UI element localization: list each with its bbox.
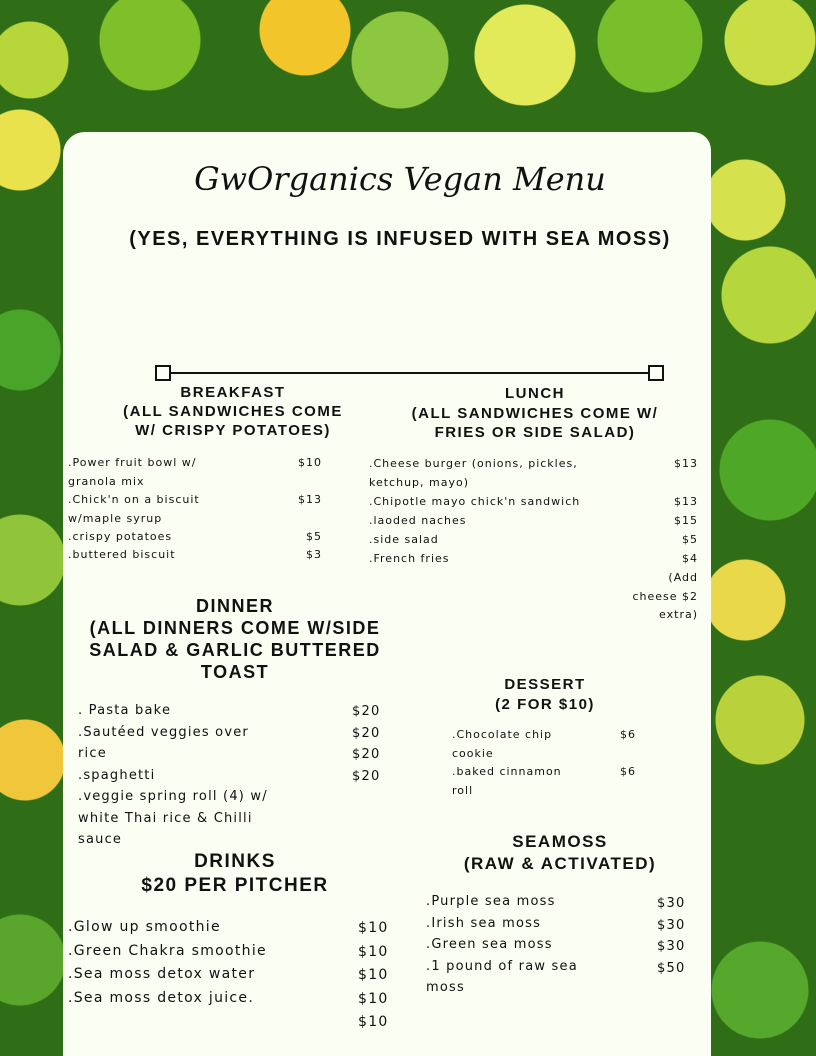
dessert-list xyxy=(452,726,642,800)
list-item: .Purple sea moss xyxy=(426,894,556,909)
item-name: .buttered biscuit xyxy=(68,548,176,561)
seamoss-items xyxy=(426,891,596,999)
item-price: $20 xyxy=(352,768,381,784)
divider-right-square xyxy=(648,365,664,381)
item-name: .Cheese burger (onions, pickles, ketchup, mayo) xyxy=(369,457,578,489)
item-price: $4 xyxy=(682,552,698,565)
dinner-heading-line: SALAD & GARLIC BUTTERED xyxy=(89,640,381,660)
divider-line xyxy=(170,372,650,374)
list-item: .Sea moss detox water xyxy=(68,966,256,982)
drinks-heading-line: DRINKS xyxy=(194,851,276,872)
drinks-prices xyxy=(358,917,403,1035)
dinner-heading-line: DINNER xyxy=(195,596,274,616)
item-name: .laoded naches xyxy=(369,514,467,527)
item-price: $5 xyxy=(306,530,322,543)
list-item xyxy=(369,493,700,512)
list-item xyxy=(452,726,642,763)
dinner-heading-line: (ALL DINNERS COME W/SIDE xyxy=(89,618,381,638)
dessert-heading-line: (2 FOR $10) xyxy=(495,695,595,713)
breakfast-heading xyxy=(75,383,391,440)
note-line: cheese $2 xyxy=(632,589,698,603)
list-item xyxy=(452,763,642,800)
item-name: .Chipotle mayo chick'n sandwich xyxy=(369,495,581,508)
list-item xyxy=(369,550,700,569)
item-price: $6 xyxy=(620,765,636,778)
list-item: .Green Chakra smoothie xyxy=(68,942,267,959)
lunch-heading xyxy=(385,384,685,443)
item-price: $20 xyxy=(352,747,381,762)
item-price: $10 xyxy=(358,990,389,1007)
list-item: .1 pound of raw sea moss xyxy=(426,958,578,995)
drinks-heading-line: $20 PER PITCHER xyxy=(141,875,329,896)
lunch-heading-line: LUNCH xyxy=(505,385,565,402)
item-price: $30 xyxy=(657,939,686,954)
dinner-heading-line: TOAST xyxy=(200,662,270,682)
seamoss-heading xyxy=(440,831,680,875)
item-price: $20 xyxy=(352,704,381,719)
list-item: .Irish sea moss xyxy=(426,915,542,931)
item-price: $3 xyxy=(306,548,322,561)
item-price: $50 xyxy=(657,960,686,976)
item-name: .Chick'n on a biscuit w/maple syrup xyxy=(68,493,200,525)
item-price: $30 xyxy=(657,917,686,933)
note-line: extra) xyxy=(659,608,698,621)
divider-left-square xyxy=(155,365,171,381)
list-item: .veggie spring roll (4) w/ white Thai rice & Chilli sauce xyxy=(78,789,268,847)
item-price: $13 xyxy=(674,457,698,470)
menu-title: GwOrganics Vegan Menu xyxy=(194,160,606,198)
drinks-heading xyxy=(90,850,380,898)
item-price: $6 xyxy=(620,728,636,741)
menu-subtitle: (YES, EVERYTHING IS INFUSED WITH SEA MOSS) xyxy=(129,228,671,250)
breakfast-heading-line: BREAKFAST xyxy=(180,384,286,401)
item-name: .Power fruit bowl w/ granola mix xyxy=(68,456,197,488)
list-item xyxy=(369,531,700,550)
seamoss-prices xyxy=(657,893,697,979)
dinner-heading xyxy=(70,595,400,683)
list-item: .Glow up smoothie xyxy=(68,919,221,935)
seamoss-heading-line: (RAW & ACTIVATED) xyxy=(463,854,657,873)
lunch-heading-line: (ALL SANDWICHES COME W/ xyxy=(411,404,659,422)
list-item: .Sea moss detox juice. xyxy=(68,989,255,1006)
drinks-items xyxy=(68,916,328,1010)
item-price: $10 xyxy=(358,943,389,960)
dessert-heading-line: DESSERT xyxy=(504,676,586,693)
lunch-heading-line: FRIES OR SIDE SALAD) xyxy=(434,424,636,441)
item-price: $10 xyxy=(298,456,322,469)
list-item xyxy=(68,546,328,564)
note-line: (Add xyxy=(668,571,698,584)
breakfast-heading-line: (ALL SANDWICHES COME xyxy=(123,403,343,420)
item-price: $5 xyxy=(682,533,698,546)
list-item xyxy=(68,454,328,491)
breakfast-list xyxy=(68,454,328,564)
item-price: $20 xyxy=(352,725,381,741)
list-item xyxy=(369,455,700,493)
item-price: $15 xyxy=(674,514,698,527)
breakfast-heading-line: W/ CRISPY POTATOES) xyxy=(135,422,331,439)
item-name: .baked cinnamon roll xyxy=(452,765,562,797)
item-name: .French fries xyxy=(369,552,450,565)
seamoss-heading-line: SEAMOSS xyxy=(512,832,608,851)
list-item xyxy=(369,512,700,531)
list-item: . Pasta bake xyxy=(78,703,172,718)
list-item: .spaghetti xyxy=(78,767,156,783)
list-item: .Green sea moss xyxy=(426,937,553,952)
item-name: .side salad xyxy=(369,533,439,546)
lunch-list xyxy=(369,455,700,625)
item-price: $13 xyxy=(298,493,322,506)
list-item xyxy=(68,491,328,528)
dessert-heading xyxy=(450,675,640,714)
item-price: $10 xyxy=(358,967,389,983)
lunch-extra-note xyxy=(369,569,698,625)
item-price: $13 xyxy=(674,495,698,508)
item-name: .crispy potatoes xyxy=(68,530,173,543)
dinner-prices xyxy=(352,701,387,787)
list-item: .Sautéed veggies over rice xyxy=(78,724,249,761)
item-price: $10 xyxy=(358,1014,389,1030)
item-price: $30 xyxy=(657,896,686,911)
dinner-items xyxy=(78,700,278,851)
list-item xyxy=(68,528,328,546)
item-name: .Chocolate chip cookie xyxy=(452,728,553,760)
item-price: $10 xyxy=(358,920,389,936)
